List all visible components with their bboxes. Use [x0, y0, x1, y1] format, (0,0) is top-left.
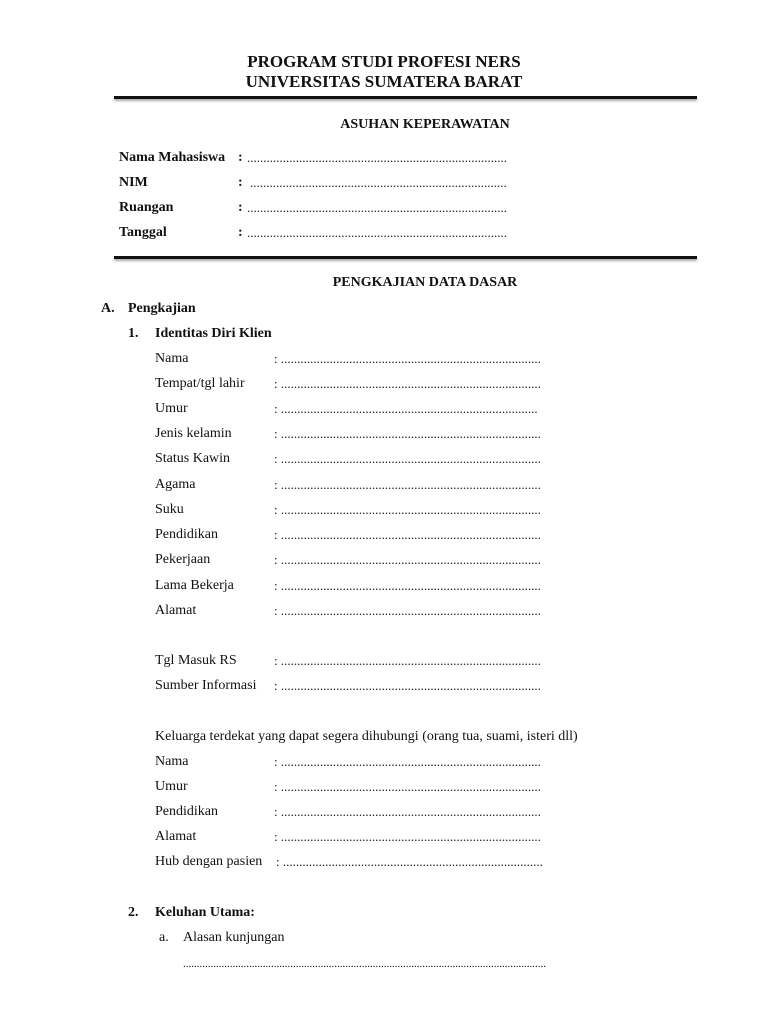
student-field-label: Ruangan: [119, 200, 174, 215]
identity-field-value[interactable]: : ................................................................................: [274, 376, 541, 391]
student-field-colon: :: [238, 200, 243, 215]
identity-field-label: Umur: [155, 401, 188, 416]
family-heading: Keluarga terdekat yang dapat segera dihubungi (orang tua, suami, isteri dll): [155, 729, 578, 744]
identity-field-value[interactable]: : ................................................................................: [274, 527, 541, 542]
family-field-value[interactable]: : ................................................................................: [274, 779, 541, 794]
student-field-label: NIM: [119, 175, 148, 190]
family-field-value[interactable]: : ................................................................................: [276, 854, 543, 869]
identity-field-label: Alamat: [155, 603, 197, 618]
identity-field-value[interactable]: : ................................................................................: [274, 477, 541, 492]
student-field-value[interactable]: ...............................................................................: [250, 175, 507, 190]
student-field-label: Nama Mahasiswa: [119, 150, 226, 165]
identity-field-value[interactable]: : ................................................................................: [274, 351, 541, 366]
student-field-colon: :: [238, 175, 243, 190]
family-field-label: Pendidikan: [155, 804, 218, 819]
student-field-colon: :: [238, 150, 243, 165]
student-field-label: Tanggal: [119, 225, 167, 240]
family-field-label: Umur: [155, 779, 188, 794]
student-field-value[interactable]: ................................................................................: [247, 200, 507, 215]
sub1-number: 1.: [128, 326, 139, 341]
student-field-value[interactable]: ................................................................................: [247, 225, 507, 240]
header-line-2: UNIVERSITAS SUMATERA BARAT: [245, 72, 523, 91]
identity-field-value[interactable]: : ................................................................................: [274, 426, 541, 441]
identity-field-label: Agama: [155, 477, 196, 492]
sub2a-label: Alasan kunjungan: [183, 930, 285, 945]
family-field-value[interactable]: : ................................................................................: [274, 804, 541, 819]
identity-field-value[interactable]: : ................................................................................: [274, 502, 541, 517]
admission-field-value[interactable]: : ................................................................................: [274, 653, 541, 668]
section-a-number: A.: [101, 301, 115, 316]
family-field-value[interactable]: : ................................................................................: [274, 754, 541, 769]
sub2a-letter: a.: [159, 930, 169, 945]
identity-field-label: Tempat/tgl lahir: [155, 376, 245, 391]
sub1-label: Identitas Diri Klien: [155, 326, 272, 341]
identity-field-label: Pendidikan: [155, 527, 218, 542]
section-a-label: Pengkajian: [128, 301, 196, 316]
admission-field-label: Tgl Masuk RS: [155, 653, 237, 668]
family-field-label: Nama: [155, 754, 189, 769]
sub2-label: Keluhan Utama:: [155, 905, 255, 920]
title-asuhan-keperawatan: ASUHAN KEPERAWATAN: [340, 117, 510, 132]
identity-field-value[interactable]: : ................................................................................: [274, 603, 541, 618]
identity-field-label: Suku: [155, 502, 184, 517]
identity-field-value[interactable]: : ................................................................................: [274, 552, 541, 567]
family-field-label: Hub dengan pasien: [155, 854, 263, 869]
identity-field-value[interactable]: : ...............................................................................: [274, 401, 538, 416]
family-field-label: Alamat: [155, 829, 197, 844]
student-field-value[interactable]: ................................................................................: [247, 150, 507, 165]
identity-field-label: Lama Bekerja: [155, 578, 234, 593]
header-rule: [114, 96, 697, 99]
identity-field-label: Jenis kelamin: [155, 426, 232, 441]
identity-field-label: Status Kawin: [155, 451, 231, 466]
sub2-number: 2.: [128, 905, 139, 920]
identity-field-value[interactable]: : ................................................................................: [274, 451, 541, 466]
section-rule: [114, 256, 697, 259]
admission-field-value[interactable]: : ................................................................................: [274, 678, 541, 693]
identity-field-label: Nama: [155, 351, 189, 366]
header-line-1: PROGRAM STUDI PROFESI NERS: [247, 52, 521, 71]
sub2a-answer-line[interactable]: ....................................................................................................................................: [183, 958, 546, 970]
identity-field-value[interactable]: : ................................................................................: [274, 578, 541, 593]
admission-field-label: Sumber Informasi: [155, 678, 257, 693]
student-field-colon: :: [238, 225, 243, 240]
identity-field-label: Pekerjaan: [155, 552, 211, 567]
title-pengkajian-data-dasar: PENGKAJIAN DATA DASAR: [332, 275, 518, 290]
family-field-value[interactable]: : ................................................................................: [274, 829, 541, 844]
